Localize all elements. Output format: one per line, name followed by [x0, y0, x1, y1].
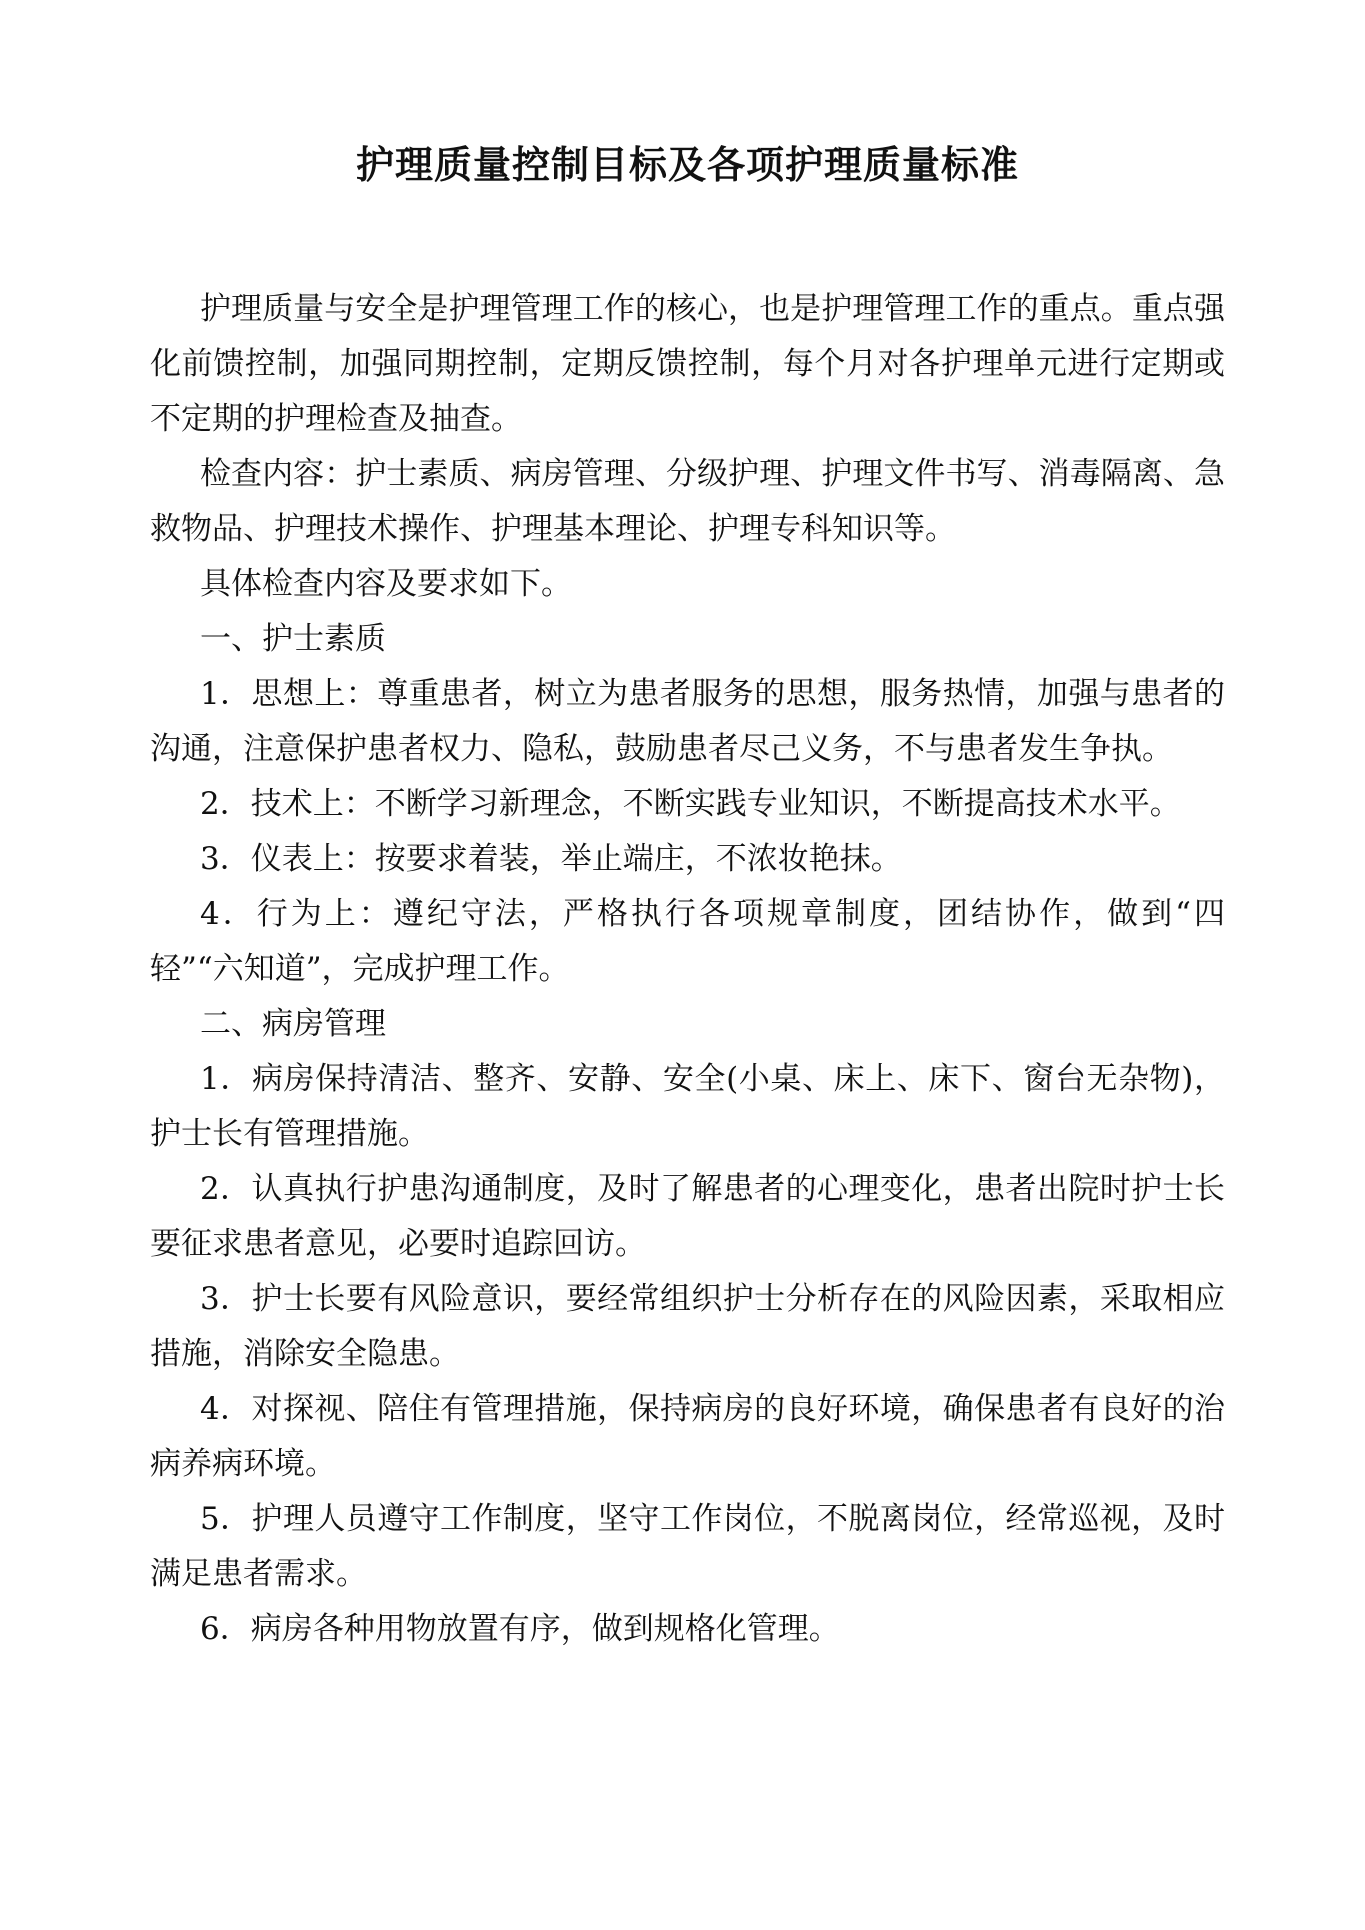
requirements-intro-paragraph: 具体检查内容及要求如下。: [200, 566, 572, 602]
ward-management-item-5: 5．护理人员遵守工作制度，坚守工作岗位，不脱离岗位，经常巡视，及时满足患者需求。: [150, 1501, 1225, 1592]
document-page: [150, 0, 1225, 1930]
ward-management-item-3: 3．护士长要有风险意识，要经常组织护士分析存在的风险因素，采取相应措施，消除安全隐患。: [150, 1281, 1225, 1372]
ward-management-item-6: 6．病房各种用物放置有序，做到规格化管理。: [200, 1611, 840, 1647]
document-title: 护理质量控制目标及各项护理质量标准: [355, 142, 1019, 187]
nurse-quality-item-4: 4．行为上：遵纪守法，严格执行各项规章制度，团结协作，做到“四轻”“六知道”，完成护理工作。: [150, 896, 1225, 987]
intro-paragraph: 护理质量与安全是护理管理工作的核心，也是护理管理工作的重点。重点强化前馈控制，加强同期控制，定期反馈控制，每个月对各护理单元进行定期或不定期的护理检查及抽查。: [150, 291, 1225, 437]
ward-management-item-1: 1．病房保持清洁、整齐、安静、安全(小桌、床上、床下、窗台无杂物)，护士长有管理措施。: [150, 1061, 1225, 1152]
nurse-quality-item-2: 2．技术上：不断学习新理念，不断实践专业知识，不断提高技术水平。: [200, 786, 1181, 822]
ward-management-item-2: 2．认真执行护患沟通制度，及时了解患者的心理变化，患者出院时护士长要征求患者意见，必要时追踪回访。: [150, 1171, 1225, 1262]
document-body: [150, 282, 1225, 1657]
ward-management-item-4: 4．对探视、陪住有管理措施，保持病房的良好环境，确保患者有良好的治病养病环境。: [150, 1391, 1225, 1482]
inspection-content-paragraph: 检查内容：护士素质、病房管理、分级护理、护理文件书写、消毒隔离、急救物品、护理技术操作、护理基本理论、护理专科知识等。: [150, 456, 1225, 547]
nurse-quality-item-1: 1．思想上：尊重患者，树立为患者服务的思想，服务热情，加强与患者的沟通，注意保护患者权力、隐私，鼓励患者尽己义务，不与患者发生争执。: [150, 676, 1225, 767]
nurse-quality-item-3: 3．仪表上：按要求着装，举止端庄，不浓妆艳抹。: [200, 841, 902, 877]
section-heading-nurse-quality: 一、护士素质: [200, 621, 386, 657]
section-heading-ward-management: 二、病房管理: [200, 1006, 386, 1042]
